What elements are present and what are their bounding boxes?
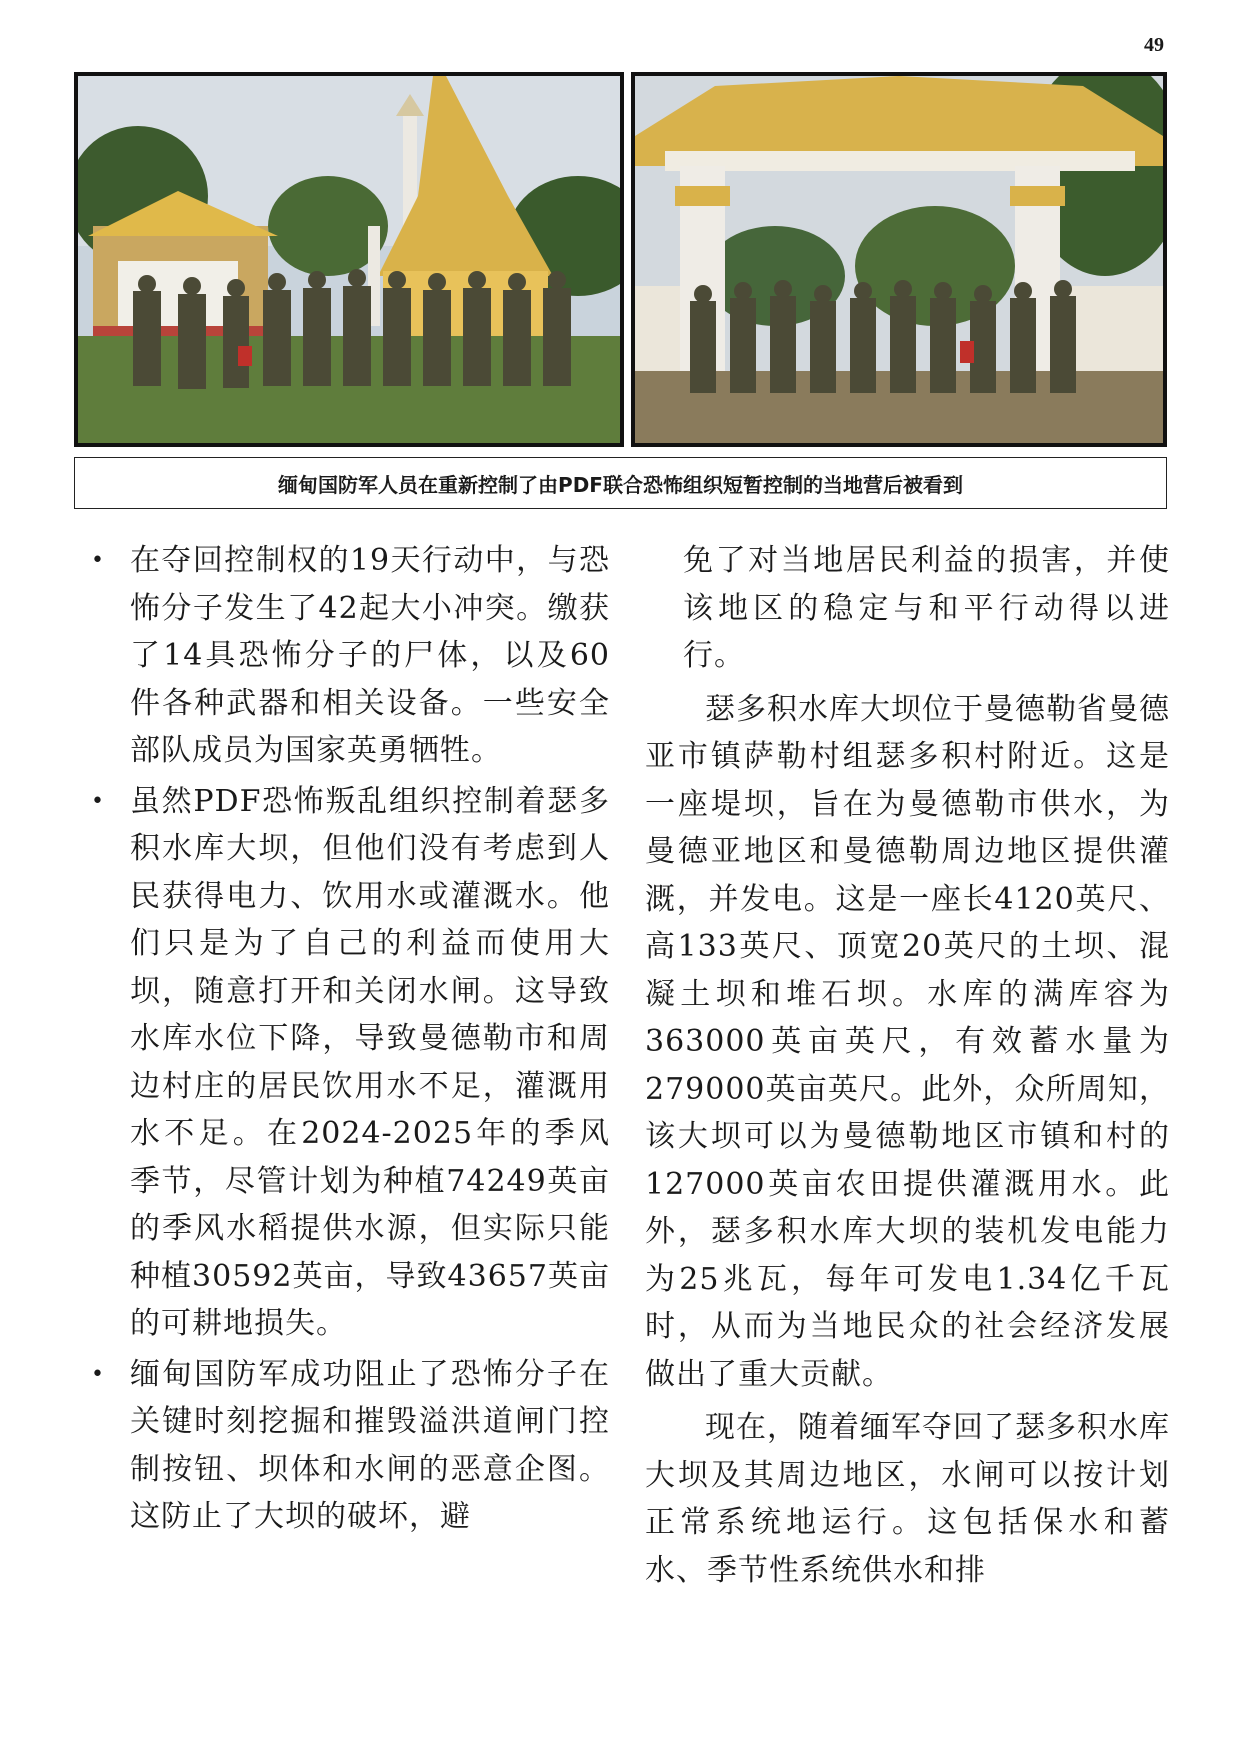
bullet-item-2: • 虽然PDF恐怖叛乱组织控制着瑟多积水库大坝，但他们没有考虑到人民获得电力、饮用水或灌溉水。他们只是为了自己的利益而使用大坝，随意打开和关闭水闸。这导致水库水位下降，导致曼德勒市和周边村庄的居民饮用水不足，灌溉用水不足。在2024-2025年的季风季节，尽管计划为种植74249英亩的季风水稻提供水源，但实际只能种植30592英亩，导致43657英亩的可耕地损失。 [85,778,610,1348]
right-column [645,537,1170,1594]
pagoda-photo [74,72,624,447]
left-column [85,537,610,1544]
paragraph-current-status: 现在，随着缅军夺回了瑟多积水库大坝及其周边地区，水闸可以按计划正常系统地运行。这包括保水和蓄水、季节性系统供水和排 [645,1410,1170,1588]
figure-caption: 缅甸国防军人员在重新控制了由PDF联合恐怖组织短暂控制的当地营后被看到 [74,457,1167,509]
bullet-continuation: 免了对当地居民利益的损害，并使该地区的稳定与和平行动得以进行。 [683,543,1170,673]
page-number: 49 [1144,34,1164,56]
paragraph-dam-description: 瑟多积水库大坝位于曼德勒省曼德亚市镇萨勒村组瑟多积村附近。这是一座堤坝，旨在为曼德勒市供水，为曼德亚地区和曼德勒周边地区提供灌溉，并发电。这是一座长4120英尺、高133英尺、顶宽20英尺的土坝、混凝土坝和堆石坝。水库的满库容为363000英亩英尺，有效蓄水量为279000英亩英尺。此外，众所周知，该大坝可以为曼德勒地区市镇和村的127000英亩农田提供灌溉用水。此外，瑟多积水库大坝的装机发电能力为25兆瓦，每年可发电1.34亿千瓦时，从而为当地民众的社会经济发展做出了重大贡献。 [645,691,1170,1392]
gate-photo [631,72,1167,447]
bullet-item-1: • 在夺回控制权的19天行动中，与恐怖分子发生了42起大小冲突。缴获了14具恐怖分子的尸体，以及60件各种武器和相关设备。一些安全部队成员为国家英勇牺牲。 [85,537,610,775]
bullet-item-3: • 缅甸国防军成功阻止了恐怖分子在关键时刻挖掘和摧毁溢洪道闸门控制按钮、坝体和水闸的恶意企图。这防止了大坝的破坏，避 [85,1351,610,1541]
